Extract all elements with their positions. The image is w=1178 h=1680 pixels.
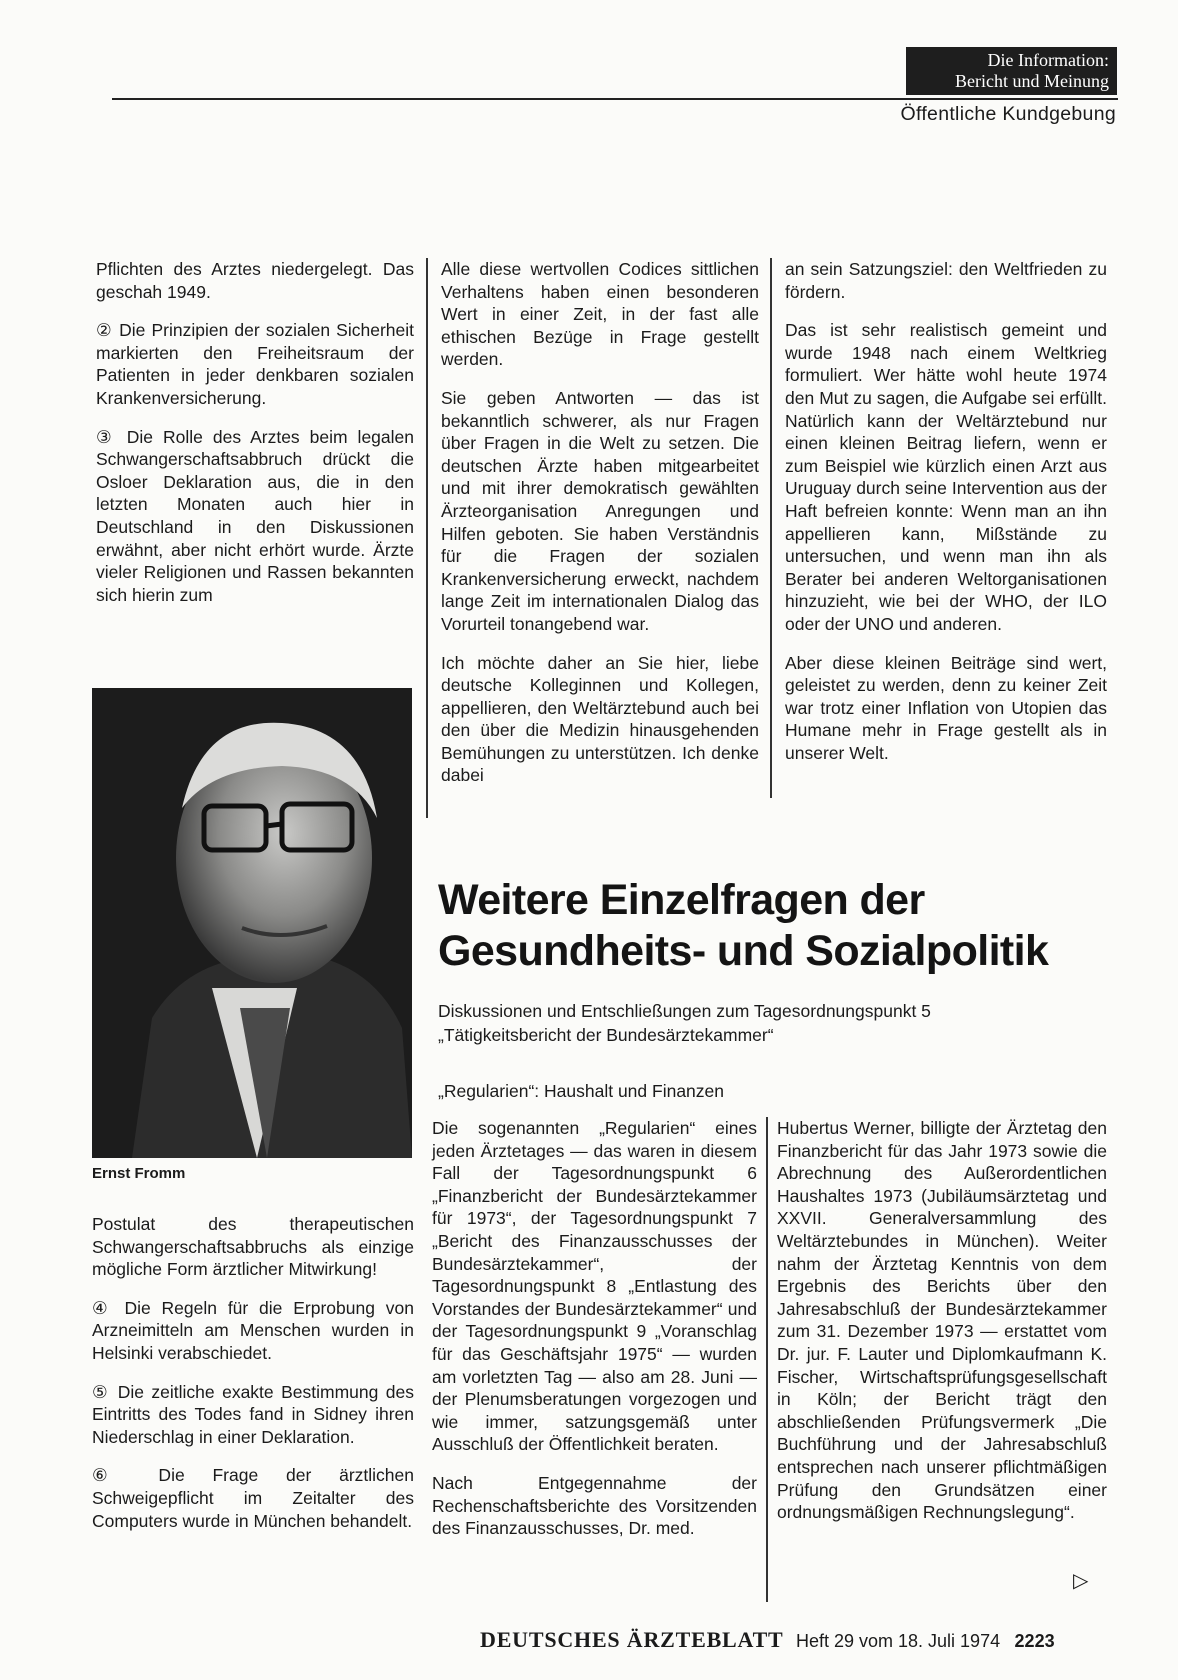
column-1-top: [96, 258, 414, 606]
header-line-2: Bericht und Meinung: [955, 71, 1109, 91]
page-footer: [480, 1627, 1055, 1653]
header-line-1: Die Information:: [987, 50, 1109, 70]
paragraph: Sie geben Antworten — das ist bekanntlich schwerer, als nur Fragen über Fragen in die Welt zu setzen. Die deutschen Ärzte haben mitgearbeitet und mit ihrer demokratisch gewählten Ärzteorganisation Anregungen und Hilfen geboten. Sie haben Verständnis für die Fragen der sozialen Krankenversicherung erweckt, nachdem lange Zeit im internationalen Dialog das Vorurteil tonangebend war.: [441, 387, 759, 634]
column-3-top: [785, 258, 1107, 764]
article-headline: [438, 875, 1128, 977]
paragraph: ② Die Prinzipien der sozialen Sicherheit markierten den Freiheitsraum der Patienten in jeder denkbaren sozialen Krankenversicherung.: [96, 320, 414, 408]
article-subline-2: „Tätigkeitsbericht der Bundesärztekammer“: [438, 1025, 774, 1045]
header-rule: [112, 98, 1118, 100]
section-label: Öffentliche Kundgebung: [900, 103, 1116, 125]
paragraph: an sein Satzungsziel: den Weltfrieden zu fördern.: [785, 259, 1107, 302]
paragraph: Alle diese wertvollen Codices sittlichen Verhaltens haben einen besonderen Wert in einer Zeit, in der fast alle ethischen Bezüge in Frage gestellt werden.: [441, 259, 759, 370]
paragraph: ⑥ Die Frage der ärztlichen Schweigepflicht im Zeitalter des Computers wurde in München behandelt.: [92, 1465, 414, 1531]
photo-caption: Ernst Fromm: [92, 1165, 186, 1182]
column-divider: [770, 258, 772, 798]
paragraph: Ich möchte daher an Sie hier, liebe deutsche Kolleginnen und Kollegen, appellieren, den Weltärztebund auch bei den über die Medizin hinausgehenden Bemühungen zu unterstützen. Ich denke dabei: [441, 652, 759, 786]
paragraph: ⑤ Die zeitliche exakte Bestimmung des Eintritts des Todes fand in Sidney ihren Niederschlag in einer Deklaration.: [92, 1381, 414, 1447]
column-divider: [766, 1117, 768, 1602]
headline-line-1: Weitere Einzelfragen der: [438, 876, 925, 924]
column-divider: [426, 258, 428, 818]
paragraph: ③ Die Rolle des Arztes beim legalen Schwangerschaftsabbruch drückt die Osloer Deklaration aus, die in den letzten Monaten auch hier in Deutschland in den Diskussionen erwähnt, aber nicht erhört wurde. Ärzte vieler Religionen und Rassen bekannten sich hierin zum: [96, 426, 414, 605]
paragraph: Hubertus Werner, billigte der Ärztetag den Finanzbericht für das Jahr 1973 sowie die Abrechnung des Außerordentlichen Haushaltes 1973 (Jubiläumsärztetag und XXVII. Generalversammlung des Weltärztebundes in München). Weiter nahm der Ärztetag Kenntnis von dem Ergebnis des Berichts über den Jahresabschluß der Bundesärztekammer zum 31. Dezember 1973 — erstattet vom Dr. jur. F. Lauter und Diplomkaufmann K. Fischer, Wirtschaftsprüfungsgesellschaft in Köln; der Bericht trägt den abschließenden Prüfungsvermerk „Die Buchführung und der Jahresabschluß entsprechen nach unserer pflichtmäßigen Prüfung den Grundsätzen einer ordnungsmäßigen Rechnungslegung“.: [777, 1118, 1107, 1523]
column-3-bottom: [777, 1117, 1107, 1524]
page-number: 2223: [1014, 1631, 1055, 1651]
column-2-top: [441, 258, 759, 787]
paragraph: Postulat des therapeutischen Schwangerschaftsabbruchs als einzige mögliche Form ärztlicher Mitwirkung!: [92, 1214, 414, 1280]
article-subline-1: Diskussionen und Entschließungen zum Tagesordnungspunkt 5: [438, 1001, 931, 1021]
portrait-photo: [92, 688, 412, 1158]
issue-info: Heft 29 vom 18. Juli 1974: [795, 1631, 1001, 1651]
journal-name: DEUTSCHES ÄRZTEBLATT: [480, 1627, 784, 1652]
article-subheading: „Regularien“: Haushalt und Finanzen: [438, 1081, 724, 1101]
paragraph: Das ist sehr realistisch gemeint und wurde 1948 nach einem Weltkrieg formuliert. Wer hätte wohl heute 1974 den Mut zu sagen, die Aufgabe sei erfüllt. Natürlich kann der Weltärztebund nur einen kleinen Beitrag liefern, wenn er zum Beispiel wie kürzlich einen Arzt aus Uruguay durch seine Intervention aus der Haft befreien konnte: Wenn man an ihn appellieren kann, Mißstände zu untersuchen, und wenn man ihn als Berater bei anderen Weltorganisationen hinzuzieht, wie bei der WHO, der ILO oder der UNO und anderen.: [785, 320, 1107, 634]
column-2-bottom: [432, 1117, 757, 1540]
portrait-image: [92, 688, 412, 1158]
column-1-bottom: [92, 1213, 414, 1532]
paragraph: Aber diese kleinen Beiträge sind wert, geleistet zu werden, denn zu keiner Zeit war trotz einer Inflation von Utopien das Humane mehr in Frage gestellt als in unserer Welt.: [785, 652, 1107, 763]
paragraph: Die sogenannten „Regularien“ eines jeden Ärztetages — das waren in diesem Fall der Tagesordnungspunkt 6 „Finanzbericht der Bundesärztekammer für 1973“, der Tagesordnungspunkt 7 „Bericht des Finanzausschusses der Bundesärztekammer“, der Tagesordnungspunkt 8 „Entlastung des Vorstandes der Bundesärztekammer“ und der Tagesordnungspunkt 9 „Voranschlag für das Geschäftsjahr 1975“ — wurden am vorletzten Tag — also am 28. Juni — der Plenumsberatungen vorgezogen und wie immer, satzungsgemäß unter Ausschluß der Öffentlichkeit beraten.: [432, 1118, 757, 1455]
continue-arrow-icon: ▷: [1073, 1570, 1089, 1592]
paragraph: ④ Die Regeln für die Erprobung von Arzneimitteln am Menschen wurden in Helsinki verabschiedet.: [92, 1297, 414, 1363]
headline-line-2: Gesundheits- und Sozialpolitik: [438, 927, 1049, 975]
paragraph: Nach Entgegennahme der Rechenschaftsberichte des Vorsitzenden des Finanzausschusses, Dr. med.: [432, 1472, 757, 1539]
paragraph: Pflichten des Arztes niedergelegt. Das geschah 1949.: [96, 259, 414, 302]
section-header-box: [906, 47, 1117, 95]
